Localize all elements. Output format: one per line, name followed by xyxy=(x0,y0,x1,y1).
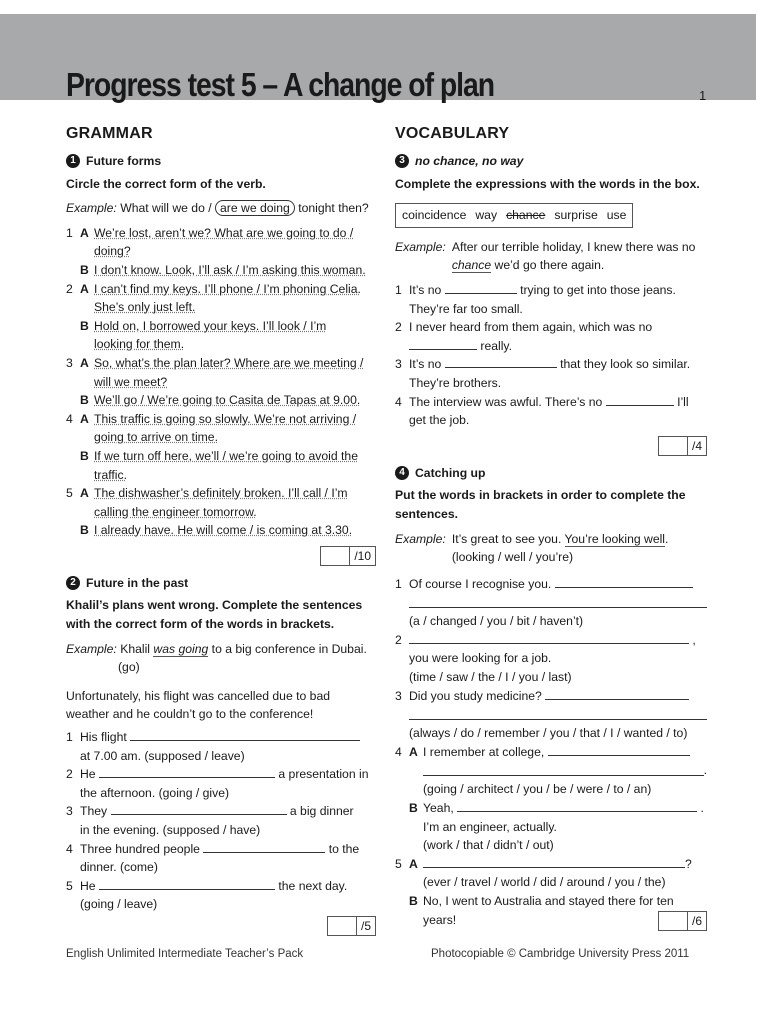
answer-blank[interactable] xyxy=(545,688,689,700)
question-text[interactable]: We’re lost, aren’t we? What are we going to do / xyxy=(94,225,354,240)
question-row xyxy=(66,280,376,299)
section-4-title: Catching up xyxy=(415,465,486,480)
example-label: Example: xyxy=(66,201,117,216)
s4-question-2: 2 , xyxy=(395,632,696,647)
question-row xyxy=(66,261,376,280)
page-title: Progress test 5 – A change of plan xyxy=(66,66,495,103)
question-line xyxy=(80,802,376,821)
question-line xyxy=(409,355,707,374)
question-number: 4 xyxy=(66,841,73,856)
question-line xyxy=(80,728,376,747)
score-input[interactable] xyxy=(328,917,357,935)
speaker-label: A xyxy=(80,486,89,501)
question-number xyxy=(66,521,80,540)
question-text-after: really. xyxy=(480,338,512,353)
question-text-cont xyxy=(395,337,707,356)
section-4-score xyxy=(658,911,707,931)
example-label: Example: xyxy=(66,641,117,656)
question-row xyxy=(395,355,707,374)
example-circled-answer: are we doing xyxy=(215,200,295,216)
question-row xyxy=(66,840,376,859)
question-text[interactable]: We’ll go / We’re going to Casita de Tapas at 9.00. xyxy=(94,393,361,408)
question-text: I never heard from them again, which was no xyxy=(409,320,653,335)
answer-line[interactable] xyxy=(423,761,704,776)
answer-blank[interactable] xyxy=(555,576,693,588)
question-line xyxy=(409,281,707,300)
question-text: I remember at college, xyxy=(423,744,545,759)
section-2-intro: Unfortunately, his flight was cancelled due to bad weather and he couldn’t go to the conference! xyxy=(66,688,330,722)
section-1-instruction: Circle the correct form of the verb. xyxy=(66,176,266,191)
section-number-2: 2 xyxy=(66,576,80,590)
answer-blank[interactable] xyxy=(423,856,685,868)
section-2-items xyxy=(66,728,376,914)
score-total: /5 xyxy=(360,918,371,933)
question-text: The interview was awful. There’s no xyxy=(409,394,603,409)
question-row xyxy=(66,484,376,503)
question-text: They xyxy=(80,804,108,819)
s4-question-5b: B No, I went to Australia and stayed there for ten xyxy=(409,894,674,908)
answer-blank[interactable] xyxy=(99,878,275,890)
section-1-items xyxy=(66,224,376,540)
example-hint: (go) xyxy=(118,660,140,675)
question-hint: dinner. (come) xyxy=(80,860,158,875)
word-box-item: surprise xyxy=(554,208,598,223)
speaker-label: B xyxy=(80,393,89,408)
grammar-heading: GRAMMAR xyxy=(66,125,153,142)
question-text[interactable]: The dishwasher’s definitely broken. I’ll call / I’m xyxy=(94,486,348,501)
section-1-title: Future forms xyxy=(86,154,162,168)
question-text[interactable]: So, what’s the plan later? Where are we meeting / xyxy=(94,355,364,370)
answer-blank[interactable] xyxy=(457,800,697,812)
question-row xyxy=(66,521,376,540)
question-row xyxy=(66,728,376,747)
question-row xyxy=(395,393,707,412)
example-text-pre: It’s great to see you. xyxy=(451,531,565,546)
answer-blank[interactable] xyxy=(203,841,325,853)
section-1-score xyxy=(66,546,376,566)
section-4-header xyxy=(395,464,707,483)
question-text: It’s no xyxy=(409,282,442,297)
question-text: He xyxy=(80,878,96,893)
section-2-title: Future in the past xyxy=(86,575,189,590)
example-text-post: to a big conference in Dubai. xyxy=(208,641,367,656)
speaker-label: A xyxy=(80,411,89,426)
question-line xyxy=(80,840,376,859)
footer-left: English Unlimited Intermediate Teacher’s Pack xyxy=(66,948,304,960)
question-text-cont[interactable]: doing? xyxy=(94,244,131,259)
example-text-a: After our terrible holiday, I knew there was no xyxy=(451,239,696,254)
question-hint: (going / leave) xyxy=(80,897,158,912)
question-line xyxy=(409,393,707,412)
word-box-item: coincidence xyxy=(402,208,467,223)
question-text: Three hundred people xyxy=(80,841,200,856)
question-hint: at 7.00 am. (supposed / leave) xyxy=(80,748,245,763)
section-3-example xyxy=(395,238,707,275)
question-number: 3 xyxy=(395,357,402,372)
word-box-item: way xyxy=(475,208,498,223)
section-1-header xyxy=(66,152,376,171)
question-text-after: a presentation in xyxy=(278,767,369,782)
question-line xyxy=(80,765,376,784)
question-hint: (ever / travel / world / did / around / you / the) xyxy=(423,875,666,890)
score-total: /4 xyxy=(691,438,702,453)
question-text-cont[interactable]: calling the engineer tomorrow. xyxy=(94,504,257,519)
question-number xyxy=(66,391,80,410)
answer-line[interactable] xyxy=(409,593,707,608)
speaker-label: B xyxy=(80,523,89,538)
question-hint: (always / do / remember / you / that / I / wanted / to) xyxy=(409,726,688,741)
question-row xyxy=(66,354,376,373)
question-text-after: I’ll xyxy=(677,394,689,409)
section-number-1: 1 xyxy=(66,154,80,168)
question-row xyxy=(66,802,376,821)
answer-blank[interactable] xyxy=(111,803,287,815)
s4-question-4a: 4 A I remember at college, xyxy=(395,743,707,762)
speaker-label: B xyxy=(80,318,89,333)
answer-blank[interactable] xyxy=(445,282,517,294)
section-1-example xyxy=(66,199,376,218)
question-row xyxy=(66,877,376,896)
answer-blank[interactable] xyxy=(99,766,275,778)
speaker-label: A xyxy=(80,355,89,370)
word-box xyxy=(395,203,633,228)
question-text[interactable]: Hold on, I borrowed your keys. I’ll look / I’m xyxy=(94,318,327,333)
example-hint: (looking / well / you’re) xyxy=(451,550,574,565)
s4-question-1: 1 Of course I recognise you. xyxy=(395,575,707,594)
question-hint: (a / changed / you / bit / haven’t) xyxy=(409,614,584,629)
question-number: 2 xyxy=(66,767,73,782)
vocabulary-column: VOCABULARY 3 no chance, no way Complete the expressions with the words in the box. coincidence way chance surprise use Example: After our terrible holiday, I knew there was no chance we’d go there again. 1 It’s no trying to get into those jeans. They’re far too small. 2 I never heard from them again, which was no really. 3 It’s no that they look so similar. They’re brothers. 4 The interview was awful. There’s no I’ll get the job. /4 4 Catching up Put the words in brackets in order to complete the sentences. Example: It’s great to see you. You’re looking well. (looking / well / you’re) 1 Of course I recognise you. (a / changed / you / bit / haven’t) 2 , you were looking for a job. (time / saw / the / I / you / last) 3 Did you study medicine? (always / do / remember / you / that / I / wanted / to) 4 A I remember at college, . (going / architect / you / be / were / to / an) B Yeah, . I’m an engineer, actually. (work / that / didn’t / out) 5 A ? (ever / travel / world / did / around / you / the) B No, I went to Australia and stayed there for ten years! /6 xyxy=(395,124,707,931)
question-hint: the afternoon. (going / give) xyxy=(80,785,230,800)
answer-blank[interactable] xyxy=(606,394,674,406)
question-text-after: the next day. xyxy=(278,878,348,893)
question-hint: (time / saw / the / I / you / last) xyxy=(409,670,572,685)
speaker-label: B xyxy=(80,262,89,277)
page-number: 1 xyxy=(699,88,707,103)
question-number: 2 xyxy=(395,320,402,335)
question-row xyxy=(66,765,376,784)
section-2-header xyxy=(66,574,376,593)
section-number-3: 3 xyxy=(395,154,409,168)
question-text[interactable]: If we turn off here, we’ll / we’re going to avoid the xyxy=(94,448,358,463)
example-answer: chance xyxy=(451,258,492,273)
question-text[interactable]: I don’t know. Look, I’ll ask / I’m asking this woman. xyxy=(94,262,366,277)
question-text-cont[interactable]: going to arrive on time. xyxy=(94,430,218,445)
answer-blank[interactable] xyxy=(409,338,477,350)
question-number: 1 xyxy=(66,225,73,240)
question-row xyxy=(66,391,376,410)
question-text-after: that they look so similar. xyxy=(560,357,691,372)
vocabulary-heading: VOCABULARY xyxy=(395,125,510,142)
question-row xyxy=(66,317,376,336)
question-number: 4 xyxy=(66,411,73,426)
question-row xyxy=(66,410,376,429)
question-hint: (going / architect / you / be / were / to / an) xyxy=(423,782,652,797)
score-input[interactable] xyxy=(321,547,350,565)
question-line xyxy=(409,318,707,337)
question-text-after: a big dinner xyxy=(289,804,354,819)
example-text-post: tonight then? xyxy=(294,201,369,216)
section-2-score xyxy=(66,916,376,936)
question-hint: (work / that / didn’t / out) xyxy=(423,838,554,853)
score-input[interactable] xyxy=(659,437,688,455)
section-3-score xyxy=(395,436,707,456)
section-3-title: no chance, no way xyxy=(415,154,524,168)
answer-blank[interactable] xyxy=(130,729,360,741)
speaker-label: B xyxy=(80,448,89,463)
question-number xyxy=(66,261,80,280)
question-number xyxy=(66,447,80,466)
question-text[interactable]: I can’t find my keys. I’ll phone / I’m phoning Celia. xyxy=(94,281,361,296)
example-label: Example: xyxy=(395,531,446,546)
s4-question-5a: 5 A ? xyxy=(395,856,692,871)
question-number: 2 xyxy=(66,281,73,296)
question-text[interactable]: I already have. He will come / is coming at 3.30. xyxy=(94,523,353,538)
question-hint: in the evening. (supposed / have) xyxy=(80,823,261,837)
question-row xyxy=(395,318,707,337)
question-row xyxy=(66,447,376,466)
question-number: 3 xyxy=(66,355,73,370)
score-total: /6 xyxy=(691,913,702,928)
answer-blank[interactable] xyxy=(409,632,689,644)
question-text-cont: They’re brothers. xyxy=(409,375,502,390)
example-answer: You’re looking well xyxy=(564,531,666,546)
question-text: Of course I recognise you. xyxy=(409,576,552,591)
question-number: 5 xyxy=(66,878,73,893)
question-text: you were looking for a job. xyxy=(409,651,552,666)
word-box-item: use xyxy=(606,208,627,223)
question-text-cont[interactable]: traffic. xyxy=(94,467,127,482)
example-text-b: we’d go there again. xyxy=(491,258,605,273)
speaker-label: A xyxy=(80,225,89,240)
question-number xyxy=(66,317,80,336)
section-2-example xyxy=(66,640,376,677)
question-text-cont[interactable]: will we meet? xyxy=(94,374,168,389)
answer-blank[interactable] xyxy=(445,356,557,368)
question-number: 5 xyxy=(66,486,73,501)
example-text-pre: Khalil xyxy=(120,641,154,656)
question-text-cont[interactable]: She’s only just left. xyxy=(94,300,196,315)
footer-right: Photocopiable © Cambridge University Press 2011 xyxy=(431,948,690,960)
word-box-item: chance xyxy=(506,208,546,223)
question-number: 3 xyxy=(66,804,73,819)
question-text: His flight xyxy=(80,730,127,745)
question-row xyxy=(66,224,376,243)
s4-question-3: 3 Did you study medicine? xyxy=(395,687,707,706)
example-answer: was going xyxy=(153,641,209,656)
score-total: /10 xyxy=(354,548,371,563)
section-3-instruction: Complete the expressions with the words in the box. xyxy=(395,176,700,191)
question-number: 1 xyxy=(66,730,73,745)
question-number: 1 xyxy=(395,282,402,297)
speaker-label: A xyxy=(80,281,89,296)
question-text: He xyxy=(80,767,96,782)
score-input[interactable] xyxy=(659,912,688,930)
grammar-column xyxy=(66,124,376,944)
question-number: 4 xyxy=(395,394,402,409)
question-text-cont: They’re far too small. xyxy=(409,301,523,316)
question-line xyxy=(80,877,376,896)
question-text: Did you study medicine? xyxy=(409,688,542,703)
section-3-header xyxy=(395,152,707,171)
section-number-4: 4 xyxy=(395,466,409,480)
question-text[interactable]: This traffic is going so slowly. We’re not arriving / xyxy=(94,411,357,426)
question-text: It’s no xyxy=(409,357,442,372)
question-row xyxy=(395,281,707,300)
question-text-cont[interactable]: looking for them. xyxy=(94,337,185,352)
s4-question-4b: B Yeah, . xyxy=(409,801,704,816)
question-text-cont: get the job. xyxy=(409,413,470,428)
answer-line[interactable] xyxy=(409,705,707,720)
section-2-instruction: Khalil’s plans went wrong. Complete the sentences with the correct form of the words in brackets. xyxy=(66,598,363,632)
section-4-example xyxy=(395,530,707,567)
question-text-after: trying to get into those jeans. xyxy=(520,282,676,297)
section-4-instruction: Put the words in brackets in order to complete the sentences. xyxy=(395,488,686,521)
example-label: Example: xyxy=(395,239,446,254)
example-text-pre: What will we do / xyxy=(120,201,216,216)
question-text-after: to the xyxy=(328,841,360,856)
answer-blank[interactable] xyxy=(548,744,690,756)
section-3-items xyxy=(395,281,707,430)
example-text-post: . xyxy=(665,531,669,546)
